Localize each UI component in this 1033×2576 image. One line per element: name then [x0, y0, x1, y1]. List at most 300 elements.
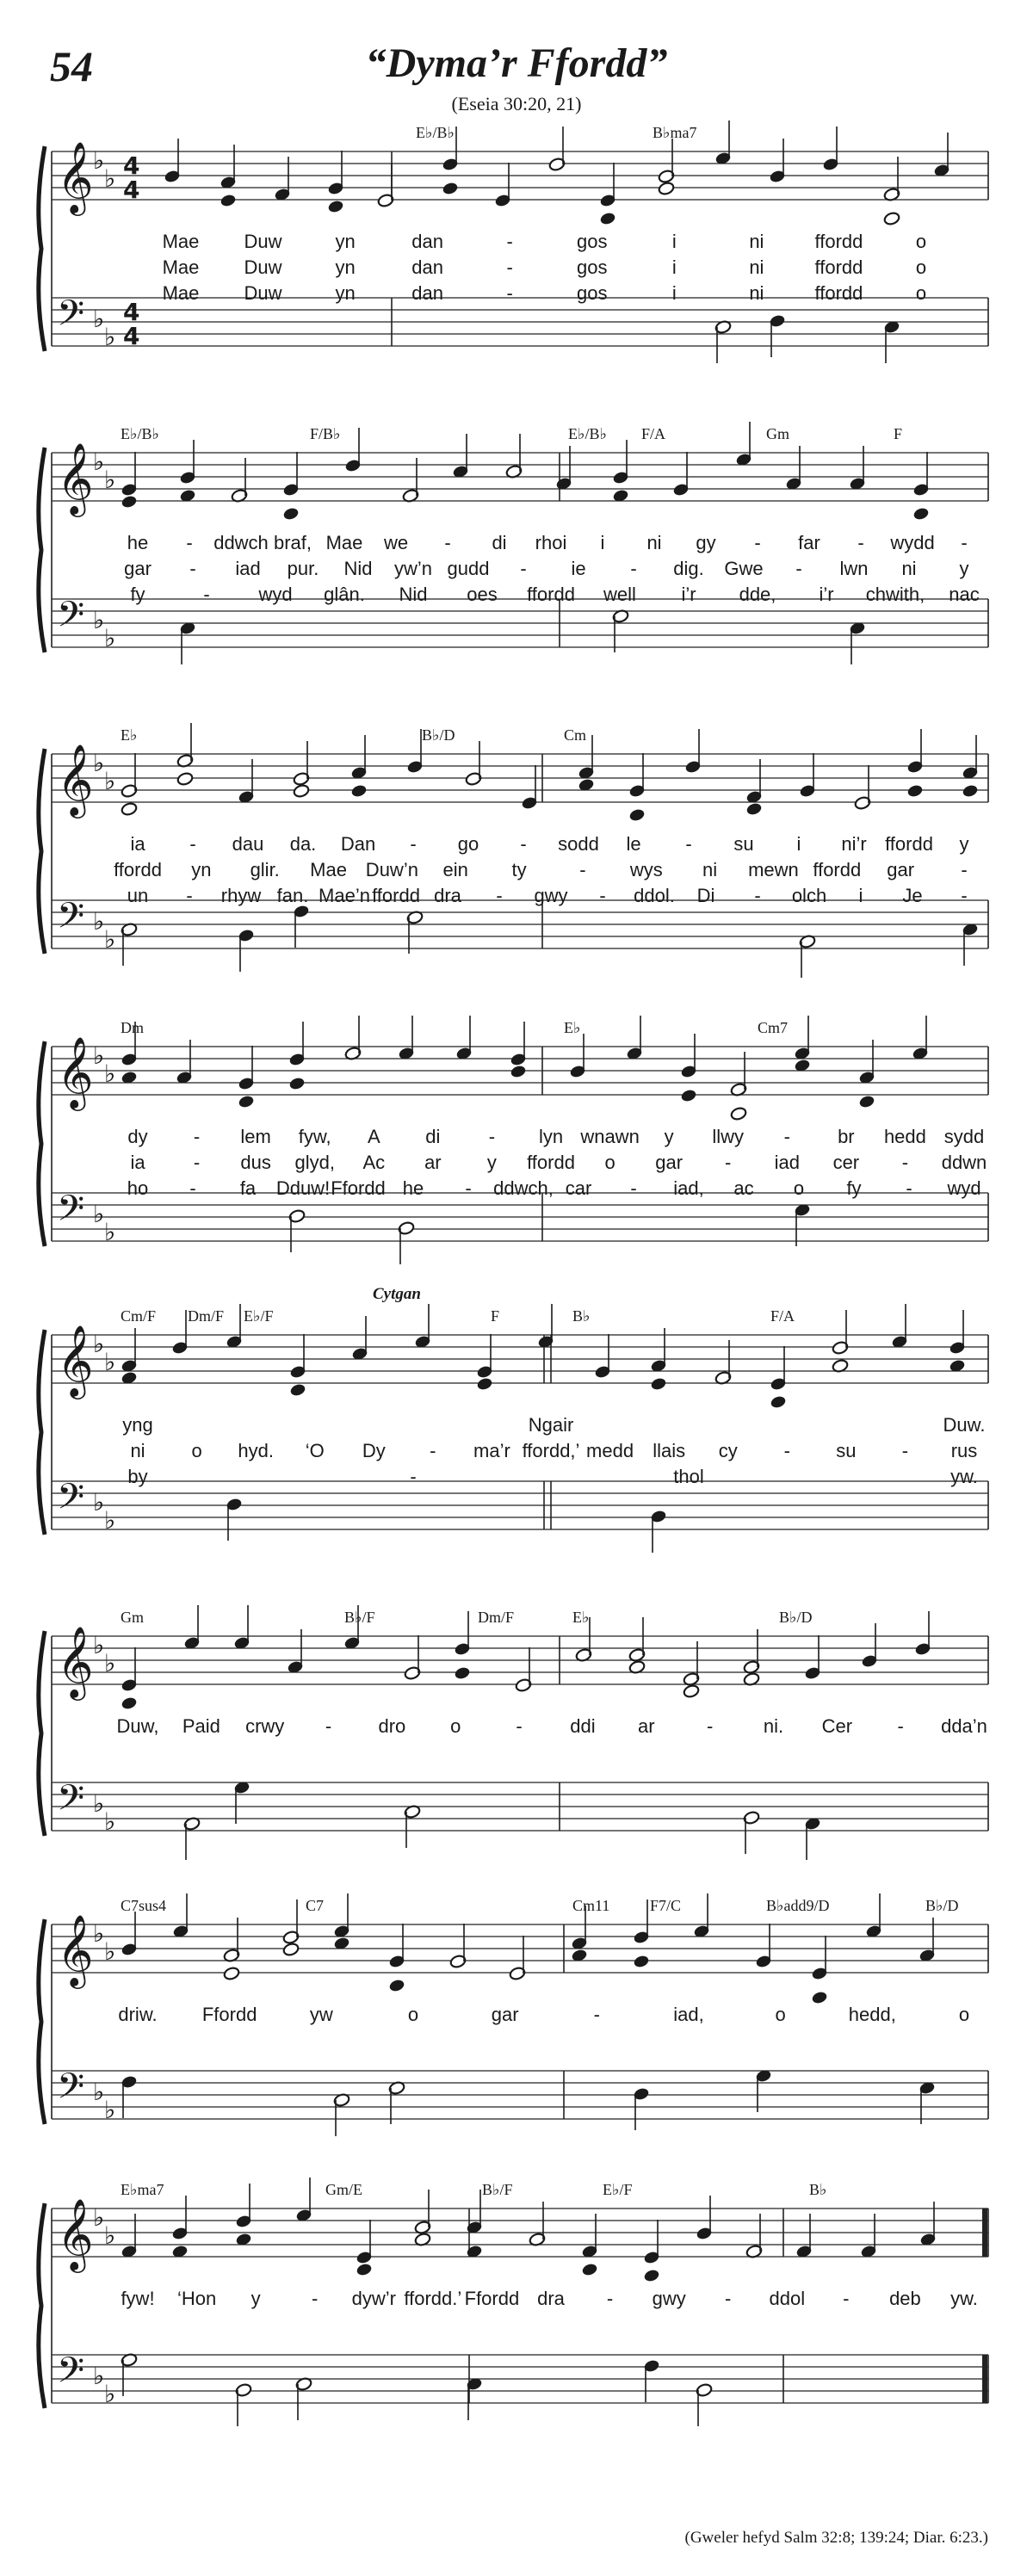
lyric-syllable: dig. — [673, 558, 704, 579]
lyric-syllable: ‘Hon — [176, 2288, 217, 2309]
hymn-number: 54 — [50, 42, 93, 90]
music-system — [0, 413, 1033, 706]
bass-clef-icon: 𝄢 — [57, 594, 85, 644]
lyric-syllable: o — [915, 256, 927, 278]
flat-sign-icon: ♭ — [104, 1506, 116, 1535]
lyric-syllable: - — [754, 532, 761, 553]
lyric-syllable: y — [664, 1126, 674, 1147]
flat-sign-icon: ♭ — [104, 1937, 116, 1966]
lyric-syllable: ein — [442, 859, 468, 880]
lyric-syllable: yn — [335, 282, 356, 304]
chord-symbol: F/A — [641, 425, 666, 442]
treble-note — [293, 783, 310, 798]
treble-note — [121, 494, 138, 509]
lyric-syllable: ‘O — [305, 1440, 325, 1461]
lyric-syllable: glir. — [250, 859, 280, 880]
lyric-syllable: ffordd — [372, 885, 420, 906]
bass-clef-icon: 𝄢 — [57, 293, 85, 343]
treble-note — [121, 1696, 138, 1710]
lyric-syllable: Mae — [325, 532, 363, 553]
lyric-syllable: gy — [696, 532, 716, 553]
lyric-syllable: by — [127, 1466, 148, 1487]
chord-symbol: Dm — [121, 1019, 144, 1036]
lyric-syllable: rhoi — [535, 532, 567, 553]
lyric-syllable: ni — [749, 231, 764, 252]
lyric-syllable: - — [312, 2288, 319, 2309]
lyric-line — [0, 2288, 1033, 2310]
lyric-syllable: - — [630, 1177, 637, 1199]
treble-note — [730, 1106, 747, 1121]
music-system — [0, 1885, 1033, 2178]
bass-clef-icon: 𝄢 — [57, 2350, 85, 2400]
chord-symbol: B♭/D — [779, 1609, 813, 1626]
lyric-syllable: chwith, — [865, 584, 925, 605]
lyric-syllable: nac — [949, 584, 980, 605]
lyric-syllable: dro — [378, 1715, 406, 1737]
flat-sign-icon: ♭ — [93, 606, 105, 634]
lyric-syllable: Nid — [399, 584, 428, 605]
lyric-syllable: yw’n — [393, 558, 433, 579]
lyric-syllable: hedd — [883, 1126, 926, 1147]
treble-note — [811, 1990, 828, 2005]
lyric-syllable: - — [430, 1440, 436, 1461]
flat-sign-icon: ♭ — [104, 323, 116, 351]
treble-clef-icon: 𝄞 — [57, 1625, 94, 1697]
lyric-syllable: lem — [240, 1126, 271, 1147]
treble-note — [858, 1094, 875, 1109]
lyric-syllable: Mae — [162, 256, 200, 278]
flat-sign-icon: ♭ — [93, 1789, 105, 1818]
lyric-syllable: su — [733, 833, 754, 855]
lyric-syllable: ffordd — [114, 859, 162, 880]
lyric-syllable: deb — [889, 2288, 921, 2309]
lyric-syllable: ni — [646, 532, 662, 553]
lyric-syllable: ni. — [763, 1715, 784, 1737]
lyric-syllable: - — [599, 885, 606, 906]
lyric-syllable: - — [706, 1715, 714, 1737]
lyric-syllable: we — [383, 532, 409, 553]
music-system — [0, 112, 1033, 405]
lyric-syllable: - — [754, 885, 761, 906]
chord-symbol: F7/C — [650, 1897, 682, 1914]
lyric-syllable: - — [897, 1715, 904, 1737]
lyric-syllable: A — [367, 1126, 380, 1147]
flat-sign-icon: ♭ — [93, 2203, 105, 2232]
lyric-syllable: mewn — [748, 859, 799, 880]
lyric-syllable: yng — [122, 1414, 153, 1436]
treble-note — [683, 1683, 700, 1698]
treble-note — [912, 506, 930, 521]
lyric-syllable: - — [186, 532, 193, 553]
lyric-syllable: yw. — [950, 2288, 978, 2309]
lyric-syllable: glân. — [324, 584, 365, 605]
lyric-syllable: ffordd.’ — [404, 2288, 462, 2309]
lyric-syllable: o — [407, 2004, 419, 2025]
lyric-syllable: i — [671, 282, 677, 304]
treble-clef-icon: 𝄞 — [57, 1913, 94, 1986]
lyric-syllable: fa — [239, 1177, 257, 1199]
treble-note — [680, 1088, 697, 1103]
lyric-syllable: - — [783, 1440, 790, 1461]
lyric-syllable: ffordd — [885, 833, 933, 855]
lyric-syllable: - — [193, 1126, 201, 1147]
lyric-syllable: yn — [191, 859, 212, 880]
lyric-syllable: sydd — [943, 1126, 985, 1147]
lyric-syllable: glyd, — [294, 1152, 335, 1173]
flat-sign-icon: ♭ — [93, 1919, 105, 1948]
lyric-syllable: he — [127, 532, 149, 553]
flat-sign-icon: ♭ — [104, 466, 116, 494]
flat-sign-icon: ♭ — [104, 164, 116, 193]
lyric-syllable: br — [838, 1126, 855, 1147]
treble-note — [121, 801, 138, 816]
treble-note — [962, 783, 979, 798]
hymn-title: “Dyma’r Ffordd” — [365, 40, 668, 86]
lyric-syllable: ni — [749, 256, 764, 278]
lyric-syllable: - — [961, 885, 968, 906]
lyric-syllable: - — [901, 1440, 909, 1461]
lyric-syllable: fyw, — [298, 1126, 331, 1147]
treble-note — [327, 199, 344, 213]
lyric-syllable: fy — [846, 1177, 862, 1199]
lyric-syllable: gos — [577, 256, 608, 278]
lyric-syllable: rus — [950, 1440, 978, 1461]
chord-symbol: Gm — [121, 1609, 144, 1626]
flat-sign-icon: ♭ — [93, 1488, 105, 1517]
lyric-syllable: ffordd — [527, 1152, 575, 1173]
lyric-syllable: i — [671, 231, 677, 252]
flat-sign-icon: ♭ — [93, 146, 105, 175]
lyric-syllable: fan. — [276, 885, 309, 906]
chord-symbol: E♭ — [564, 1019, 581, 1036]
lyric-syllable: o — [915, 231, 927, 252]
lyric-syllable: ho — [127, 1177, 149, 1199]
treble-clef-icon: 𝄞 — [57, 140, 94, 213]
flat-sign-icon: ♭ — [104, 1348, 116, 1376]
lyric-syllable: dda’n — [941, 1715, 987, 1737]
chord-symbol: F — [491, 1307, 500, 1325]
lyric-syllable: ni — [702, 859, 718, 880]
chord-symbol: C7sus4 — [121, 1897, 167, 1914]
lyric-syllable: well — [603, 584, 636, 605]
lyric-line — [0, 1715, 1033, 1738]
lyric-syllable: - — [186, 885, 193, 906]
lyric-syllable: - — [630, 558, 637, 579]
lyric-syllable: Di — [696, 885, 715, 906]
lyric-syllable: - — [444, 532, 451, 553]
lyric-syllable: - — [593, 2004, 600, 2025]
lyric-line — [0, 558, 1033, 580]
lyric-syllable: - — [961, 532, 968, 553]
lyric-syllable: yw — [309, 2004, 333, 2025]
bass-clef-icon: 𝄢 — [57, 1476, 85, 1526]
lyric-syllable: ddwch, — [493, 1177, 554, 1199]
chord-symbol: Gm/E — [325, 2181, 362, 2198]
lyric-syllable: Mae — [162, 282, 200, 304]
hymn-scripture-reference: (Eseia 30:20, 21) — [451, 93, 582, 114]
time-signature-top: 4 — [123, 151, 140, 180]
lyric-syllable: o — [450, 1715, 461, 1737]
lyric-syllable: lwn — [839, 558, 869, 579]
lyric-syllable: ni — [130, 1440, 145, 1461]
lyric-syllable: Ngair — [528, 1414, 574, 1436]
lyric-syllable: - — [520, 833, 527, 855]
chord-symbol: B♭/F — [344, 1609, 375, 1626]
lyric-syllable: wyd — [258, 584, 293, 605]
lyric-syllable: - — [410, 1466, 417, 1487]
treble-note — [350, 783, 368, 798]
lyric-syllable: yn — [335, 231, 356, 252]
treble-clef-icon: 𝄞 — [57, 1035, 94, 1108]
lyric-syllable: dan — [411, 256, 444, 278]
chord-symbol: B♭/D — [422, 726, 455, 744]
lyric-syllable: Ffordd — [331, 1177, 386, 1199]
music-system — [0, 2169, 1033, 2462]
lyric-syllable: ddi — [570, 1715, 596, 1737]
lyric-syllable: Dduw! — [275, 1177, 331, 1199]
lyric-syllable: ni’r — [841, 833, 867, 855]
music-system — [0, 1597, 1033, 1889]
chord-symbol: E♭/B♭ — [568, 425, 607, 442]
flat-sign-icon: ♭ — [104, 2096, 116, 2124]
treble-note — [238, 1094, 255, 1109]
lyric-syllable: Mae’n — [319, 885, 370, 906]
lyric-syllable: - — [520, 558, 527, 579]
lyric-syllable: dde, — [739, 584, 776, 605]
lyric-syllable: y — [486, 1152, 497, 1173]
lyric-syllable: - — [725, 2288, 732, 2309]
lyric-syllable: ddwch — [213, 532, 269, 553]
lyric-line — [0, 885, 1033, 907]
treble-note — [442, 181, 459, 195]
lyric-line — [0, 1177, 1033, 1200]
lyric-syllable: dy — [127, 1126, 148, 1147]
lyric-syllable: le — [626, 833, 641, 855]
lyric-syllable: fy — [130, 584, 145, 605]
treble-note — [658, 181, 675, 195]
time-signature-bottom: 4 — [123, 176, 140, 204]
lyric-syllable: pur. — [287, 558, 319, 579]
lyric-syllable: - — [783, 1126, 790, 1147]
lyric-syllable: Duw’n — [365, 859, 418, 880]
lyric-syllable: ffordd,’ — [522, 1440, 580, 1461]
lyric-syllable: ddwn — [941, 1152, 987, 1173]
lyric-syllable: di — [492, 532, 507, 553]
lyric-syllable: - — [203, 584, 210, 605]
lyric-syllable: Ffordd — [464, 2288, 520, 2309]
lyric-syllable: ddol — [769, 2288, 806, 2309]
lyric-syllable: - — [579, 859, 586, 880]
lyric-syllable: - — [906, 1177, 912, 1199]
lyric-syllable: hedd, — [848, 2004, 896, 2025]
lyric-syllable: da. — [289, 833, 317, 855]
treble-note — [883, 211, 900, 225]
lyric-syllable: gar — [491, 2004, 519, 2025]
treble-note — [220, 193, 237, 207]
chord-symbol: B♭add9/D — [766, 1897, 830, 1914]
lyric-syllable: - — [725, 1152, 732, 1173]
lyric-syllable: gwy — [652, 2288, 686, 2309]
lyric-syllable: y — [959, 558, 969, 579]
treble-note — [282, 1942, 300, 1956]
chord-symbol: B♭/D — [925, 1897, 959, 1914]
lyric-syllable: dra — [434, 885, 461, 906]
lyric-line — [0, 1414, 1033, 1436]
lyric-syllable: thol — [673, 1466, 704, 1487]
lyric-syllable: iad — [235, 558, 261, 579]
lyric-syllable: ddol. — [634, 885, 675, 906]
chord-symbol: B♭ — [809, 2181, 827, 2198]
lyric-syllable: - — [410, 833, 417, 855]
treble-note — [581, 2262, 598, 2276]
chord-symbol: E♭/B♭ — [121, 425, 159, 442]
lyric-syllable: - — [189, 558, 196, 579]
lyric-syllable: su — [836, 1440, 857, 1461]
chord-symbol: Cm7 — [758, 1019, 789, 1036]
lyric-syllable: - — [857, 532, 864, 553]
lyric-syllable: ty — [511, 859, 527, 880]
lyric-syllable: - — [506, 282, 513, 304]
treble-note — [289, 1382, 306, 1397]
lyric-syllable: crwy — [245, 1715, 285, 1737]
lyric-syllable: i — [796, 833, 801, 855]
treble-note — [906, 783, 924, 798]
flat-sign-icon: ♭ — [104, 925, 116, 954]
chord-symbol: B♭/F — [482, 2181, 513, 2198]
treble-note — [510, 1064, 527, 1078]
music-system — [0, 1285, 1033, 1588]
lyric-syllable: gos — [577, 282, 608, 304]
lyric-syllable: - — [193, 1152, 201, 1173]
lyric-syllable: Duw — [244, 256, 282, 278]
lyric-syllable: oes — [467, 584, 498, 605]
treble-note — [476, 1376, 493, 1391]
lyric-line — [0, 282, 1033, 305]
chord-symbol: Dm/F — [188, 1307, 225, 1325]
lyric-syllable: - — [795, 558, 802, 579]
lyric-syllable: - — [516, 1715, 523, 1737]
flat-sign-icon: ♭ — [104, 2380, 116, 2408]
treble-note — [282, 506, 300, 521]
lyric-syllable: car — [565, 1177, 592, 1199]
lyric-syllable: ffordd — [814, 282, 863, 304]
lyric-syllable: braf, — [273, 532, 312, 553]
lyric-syllable: cy — [718, 1440, 738, 1461]
lyric-line — [0, 584, 1033, 606]
lyric-syllable: ni — [901, 558, 917, 579]
treble-note — [388, 1978, 405, 1992]
flat-sign-icon: ♭ — [93, 1200, 105, 1228]
chord-symbol: E♭ — [121, 726, 138, 744]
lyric-syllable: Mae — [310, 859, 347, 880]
lyric-line — [0, 1466, 1033, 1488]
chord-symbol: Gm — [766, 425, 789, 442]
lyric-syllable: y — [251, 2288, 261, 2309]
lyric-syllable: i’r — [819, 584, 834, 605]
lyric-syllable: - — [961, 859, 968, 880]
treble-note — [650, 1376, 667, 1391]
lyric-syllable: ffordd — [813, 859, 862, 880]
lyric-syllable: wyd — [947, 1177, 981, 1199]
chord-symbol: Cm/F — [121, 1307, 157, 1325]
lyric-syllable: Paid — [182, 1715, 220, 1737]
lyric-syllable: i — [600, 532, 605, 553]
flat-sign-icon: ♭ — [93, 1041, 105, 1070]
chord-symbol: B♭ — [572, 1307, 591, 1325]
lyric-line — [0, 1152, 1033, 1174]
bass-clef-icon: 𝄢 — [57, 1777, 85, 1827]
lyric-syllable: ffordd — [527, 584, 575, 605]
lyric-syllable: dan — [411, 282, 444, 304]
flat-sign-icon: ♭ — [104, 624, 116, 652]
lyric-syllable: Nid — [343, 558, 373, 579]
chord-symbol: Cm11 — [572, 1897, 610, 1914]
lyric-syllable: Mae — [162, 231, 200, 252]
lyric-syllable: gar — [124, 558, 152, 579]
flat-sign-icon: ♭ — [104, 1059, 116, 1088]
lyric-syllable: yn — [335, 256, 356, 278]
music-system — [0, 714, 1033, 1007]
chord-symbol: B♭ma7 — [653, 124, 697, 141]
treble-clef-icon: 𝄞 — [57, 442, 94, 514]
lyric-syllable: o — [191, 1440, 202, 1461]
lyric-syllable: di — [425, 1126, 441, 1147]
lyric-syllable: o — [958, 2004, 970, 2025]
lyric-syllable: olch — [791, 885, 827, 906]
lyric-line — [0, 833, 1033, 856]
lyric-syllable: llais — [653, 1440, 686, 1461]
lyric-syllable: Duw. — [943, 1414, 986, 1436]
lyric-syllable: ma’r — [473, 1440, 510, 1461]
lyric-syllable: fyw! — [121, 2288, 155, 2309]
flat-sign-icon: ♭ — [93, 2078, 105, 2106]
lyric-syllable: Gwe — [724, 558, 764, 579]
lyric-line — [0, 1440, 1033, 1462]
lyric-syllable: i’r — [681, 584, 696, 605]
lyric-syllable: - — [901, 1152, 909, 1173]
chord-symbol: Dm/F — [478, 1609, 515, 1626]
lyric-syllable: driw. — [118, 2004, 158, 2025]
lyric-line — [0, 256, 1033, 279]
lyric-syllable: - — [325, 1715, 332, 1737]
lyric-syllable: iad — [774, 1152, 800, 1173]
flat-sign-icon: ♭ — [104, 2221, 116, 2250]
treble-clef-icon: 𝄞 — [57, 1324, 94, 1396]
chord-symbol: C7 — [306, 1897, 325, 1914]
lyric-syllable: gudd — [447, 558, 490, 579]
lyric-syllable: Dy — [362, 1440, 386, 1461]
cross-reference-footer: (Gweler hefyd Salm 32:8; 139:24; Diar. 6:23.) — [684, 2529, 988, 2547]
lyric-syllable: ffordd — [814, 231, 863, 252]
lyric-syllable: go — [457, 833, 479, 855]
treble-note — [356, 2262, 373, 2276]
treble-note — [628, 807, 646, 822]
lyric-syllable: ar — [424, 1152, 442, 1173]
lyric-syllable: o — [775, 2004, 786, 2025]
lyric-syllable: Duw, — [116, 1715, 159, 1737]
lyric-syllable: o — [604, 1152, 615, 1173]
lyric-syllable: - — [488, 1126, 496, 1147]
treble-note — [599, 211, 616, 225]
lyric-syllable: Je — [902, 885, 923, 906]
lyric-syllable: wydd — [890, 532, 935, 553]
treble-note — [288, 1076, 306, 1090]
lyric-syllable: sodd — [558, 833, 599, 855]
chord-symbol: E♭/F — [603, 2181, 633, 2198]
lyric-syllable: Duw — [244, 282, 282, 304]
lyric-syllable: ia — [130, 1152, 145, 1173]
flat-sign-icon: ♭ — [104, 1807, 116, 1836]
